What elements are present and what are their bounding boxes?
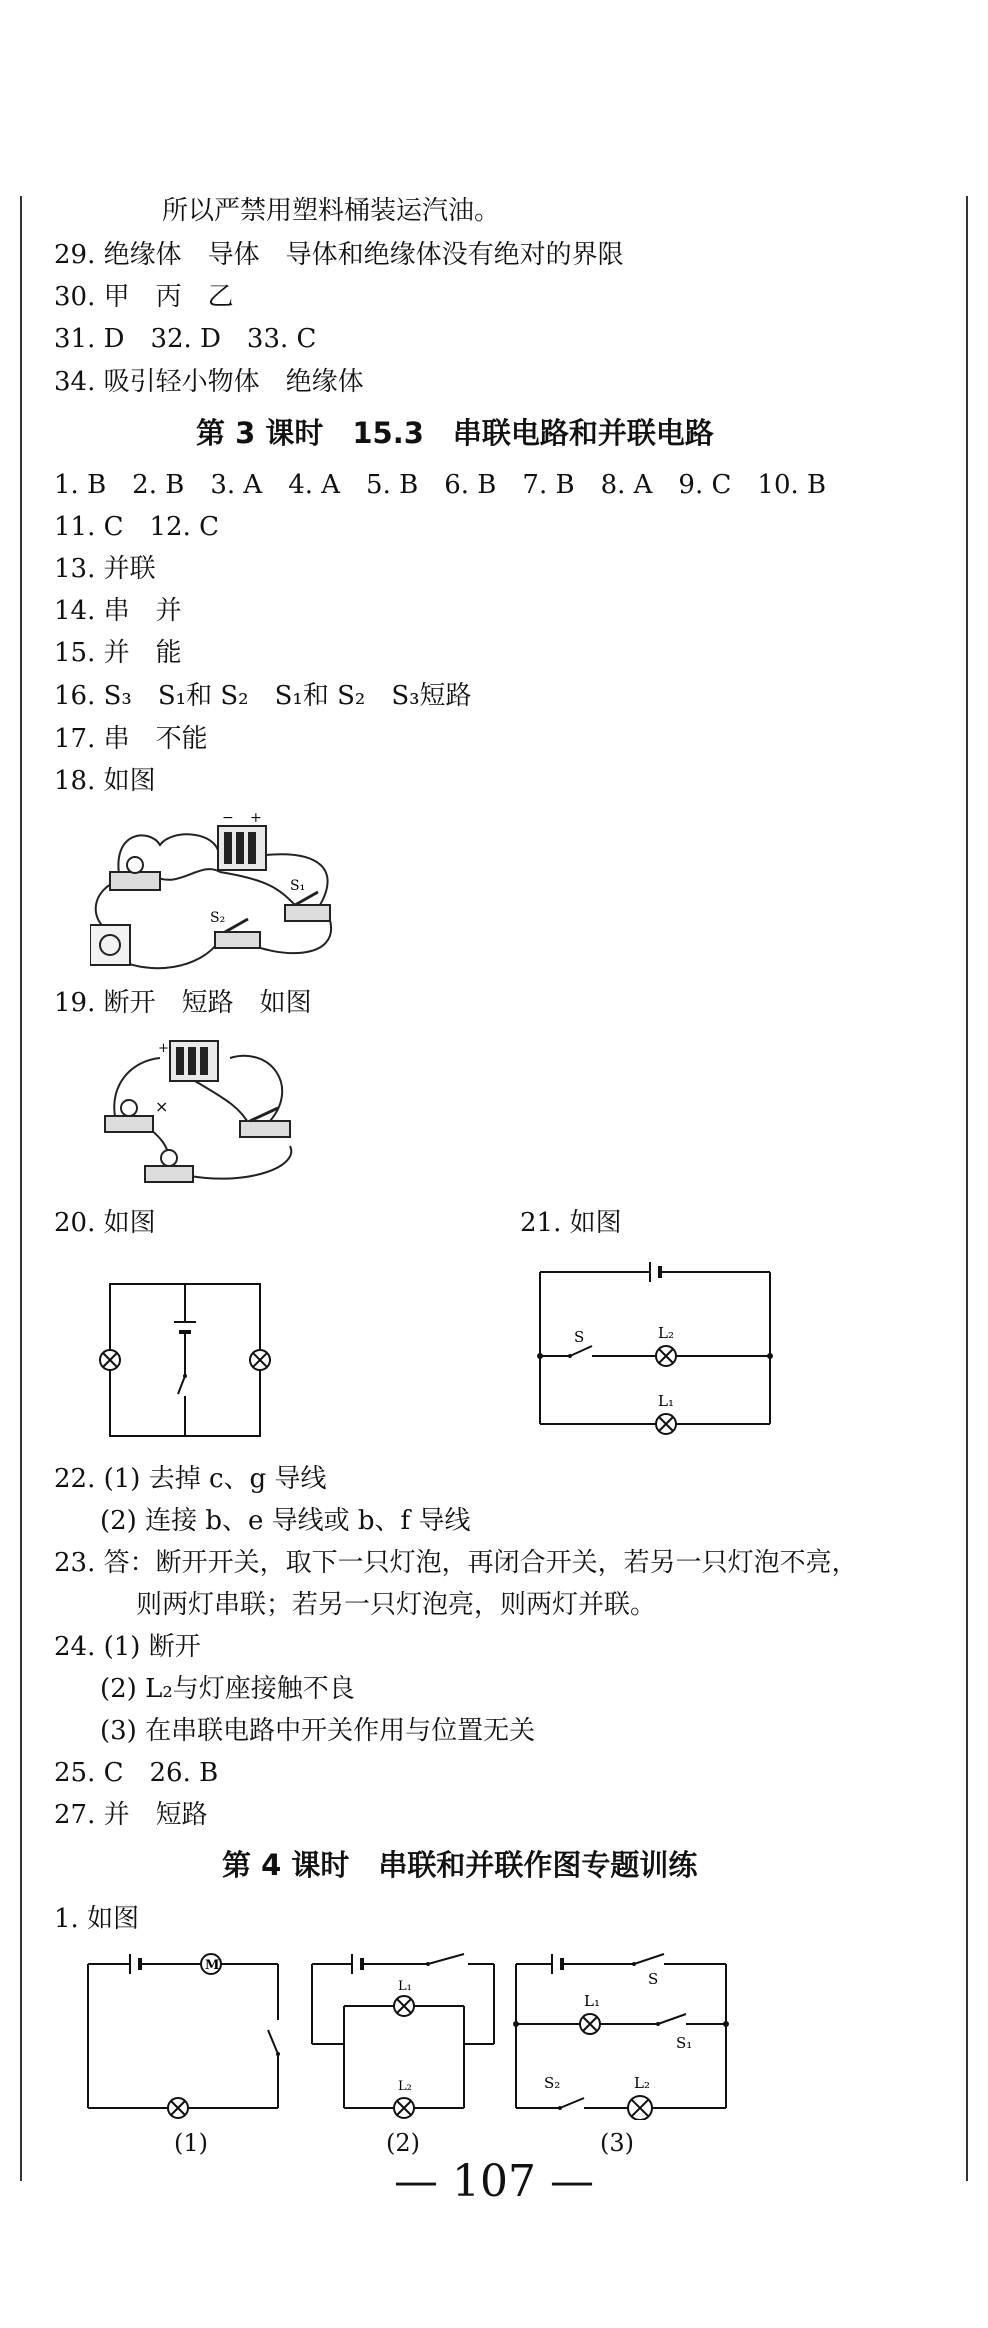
lamp-l1-icon	[394, 1996, 414, 2016]
figure-4-1-caption: (1)	[174, 2129, 208, 2157]
figure-19-wiring	[100, 1036, 340, 1201]
answer-25-26: 25. C 26. B	[54, 1758, 219, 1788]
lamp-l2-label: L₂	[658, 1324, 674, 1342]
answer-22-2: (2) 连接 b、e 导线或 b、f 导线	[100, 1506, 471, 1536]
lamp-l1-label: L₁	[584, 1992, 600, 2010]
answer-27: 27. 并 短路	[54, 1800, 208, 1830]
s4-answer-1: 1. 如图	[54, 1904, 140, 1934]
switch-s-icon	[632, 1954, 664, 1966]
figure-18-wiring	[90, 810, 370, 980]
answer-24-1: 24. (1) 断开	[54, 1632, 201, 1662]
motor-label: M	[205, 1958, 220, 1973]
answer-19: 19. 断开 短路 如图	[54, 988, 312, 1018]
figure-4-2-circuit	[304, 1950, 504, 2120]
bell-icon	[90, 925, 130, 965]
switch-symbol-icon	[178, 1374, 187, 1394]
battery-symbol-icon	[174, 1322, 196, 1332]
lamp-l1-label: L₁	[658, 1392, 674, 1410]
battery-symbol-icon	[552, 1954, 562, 1974]
page-number: — 107 —	[394, 2156, 594, 2207]
answer-31-33: 31. D 32. D 33. C	[54, 324, 317, 354]
switch-s2-label: S₂	[210, 910, 226, 926]
switch-s2-label: S₂	[544, 2074, 561, 2092]
answer-line-continuation: 所以严禁用塑料桶装运汽油。	[162, 196, 501, 226]
left-margin-line	[20, 196, 22, 2181]
lamp-l1-icon	[580, 2014, 600, 2034]
figure-4-1-circuit	[80, 1950, 295, 2120]
battery-plus-label: +	[158, 1041, 169, 1056]
figure-20-circuit	[90, 1270, 280, 1450]
battery-symbol-icon	[130, 1954, 140, 1974]
answer-17: 17. 串 不能	[54, 724, 208, 754]
answer-11-12: 11. C 12. C	[54, 512, 220, 542]
lamp-symbol-icon	[250, 1350, 270, 1370]
answer-23-line1: 23. 答：断开开关，取下一只灯泡，再闭合开关，若另一只灯泡不亮，	[54, 1548, 858, 1578]
section-4-heading: 第 4 课时 串联和并联作图专题训练	[222, 1848, 698, 1882]
answer-34: 34. 吸引轻小物体 绝缘体	[54, 367, 364, 397]
bulb-holder-icon	[105, 1100, 153, 1132]
answer-23-line2: 则两灯串联；若另一只灯泡亮，则两灯并联。	[136, 1590, 657, 1620]
answer-1-10: 1. B 2. B 3. A 4. A 5. B 6. B 7. B 8. A 9. C 10. B	[54, 470, 827, 500]
answer-16: 16. S₃ S₁和 S₂ S₁和 S₂ S₃短路	[54, 681, 472, 711]
switch-s-label: S	[574, 1328, 585, 1346]
answer-20: 20. 如图	[54, 1208, 156, 1238]
section-3-heading: 第 3 课时 15.3 串联电路和并联电路	[196, 416, 714, 450]
lamp-l2-icon	[394, 2098, 414, 2118]
lamp-l2-label: L₂	[634, 2074, 650, 2092]
switch-s1-label: S₁	[290, 878, 306, 894]
switch-s-icon	[568, 1346, 592, 1358]
lamp-symbol-icon	[168, 2098, 188, 2118]
figure-4-3-caption: (3)	[600, 2129, 634, 2157]
right-margin-line	[966, 196, 968, 2181]
switch-symbol-icon	[268, 2030, 280, 2056]
answer-30: 30. 甲 丙 乙	[54, 282, 234, 312]
battery-minus-label: −	[222, 810, 234, 826]
figure-4-2-caption: (2)	[386, 2129, 420, 2157]
answer-21: 21. 如图	[520, 1208, 622, 1238]
answer-13: 13. 并联	[54, 554, 156, 584]
switch-s1-icon	[656, 2014, 686, 2026]
switch-s1-label: S₁	[676, 2034, 693, 2052]
answer-24-3: (3) 在串联电路中开关作用与位置无关	[100, 1716, 536, 1746]
answer-22-1: 22. (1) 去掉 c、g 导线	[54, 1464, 327, 1494]
lamp-l1-label: L₁	[398, 1979, 412, 1994]
battery-symbol-icon	[650, 1262, 660, 1282]
answer-29: 29. 绝缘体 导体 导体和绝缘体没有绝对的界限	[54, 240, 624, 270]
figure-21-circuit	[530, 1258, 780, 1448]
lamp-symbol-icon	[100, 1350, 120, 1370]
lamp-l2-icon	[656, 1346, 676, 1366]
answer-15: 15. 并 能	[54, 638, 182, 668]
answer-14: 14. 串 并	[54, 596, 182, 626]
answer-24-2: (2) L₂与灯座接触不良	[100, 1674, 355, 1704]
lamp-l1-icon	[656, 1414, 676, 1434]
figure-4-3-circuit	[508, 1950, 738, 2120]
battery-box-icon	[170, 1041, 218, 1081]
lamp-l2-label: L₂	[398, 2079, 412, 2094]
battery-box-icon	[218, 826, 266, 870]
lamp-l2-icon	[628, 2096, 652, 2120]
cut-wire-mark: ×	[155, 1097, 169, 1116]
switch-symbol-icon	[426, 1954, 464, 1966]
battery-symbol-icon	[352, 1954, 362, 1974]
answer-18: 18. 如图	[54, 766, 156, 796]
battery-plus-label: +	[250, 810, 262, 826]
switch-s2-icon	[558, 2098, 584, 2110]
switch-icon	[240, 1108, 290, 1137]
bulb-holder-icon	[145, 1150, 193, 1182]
switch-s-label: S	[648, 1970, 659, 1988]
